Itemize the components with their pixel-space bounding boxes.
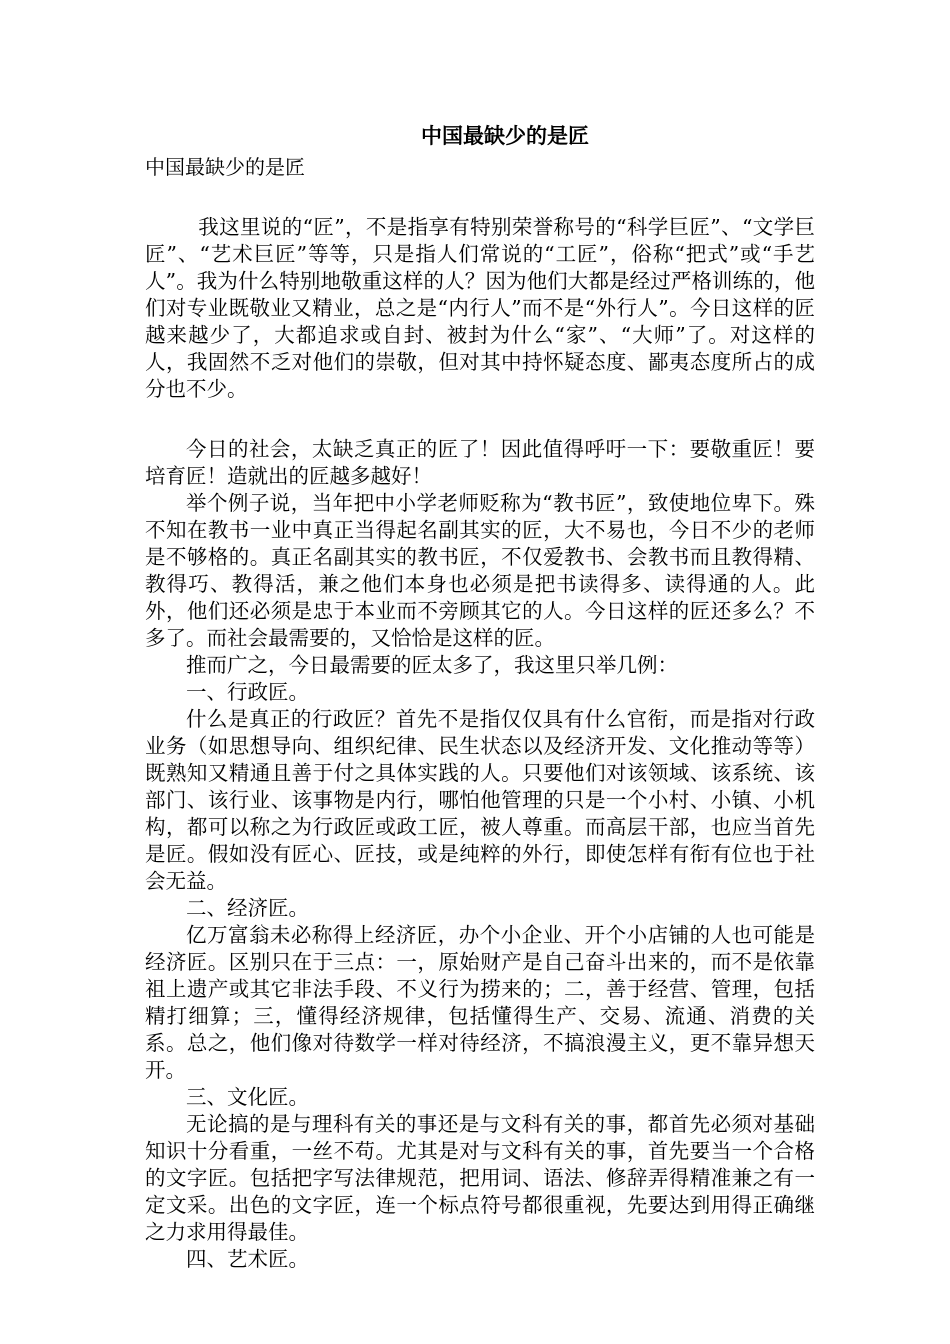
paragraph-intro: 我这里说的“匠”，不是指享有特别荣誉称号的“科学巨匠”、“文学巨匠”、“艺术巨匠”等等，只是指人们常说的“工匠”，俗称“把式”或“手艺人”。我为什么特别地敬重这样的人？因为他们大都是经过严格训练的，他们对专业既敬业又精业，总之是“内行人”而不是“外行人”。今日这样的匠越来越少了，大都追求或自封、被封为什么“家”、“大师”了。对这样的人，我固然不乏对他们的崇敬，但对其中持怀疑态度、鄙夷态度所占的成分也不少。 (145, 215, 815, 401)
document-title: 中国最缺少的是匠 (421, 123, 589, 148)
paragraph-gap (145, 403, 815, 430)
section-heading-economy: 二、经济匠。 (186, 896, 309, 920)
document-page (145, 120, 815, 1273)
paragraph-teacher-example: 举个例子说，当年把中小学老师贬称为“教书匠”，致使地位卑下。殊不知在教书一业中真正当得起名副其实的匠，大不易也，今日不少的老师是不够格的。真正名副其实的教书匠，不仅爱教书、会教书而且教得精、教得巧、教得活，兼之他们本身也必须是把书读得多、读得通的人。此外，他们还必须是忠于本业而不旁顾其它的人。今日这样的匠还多么？不多了。而社会最需要的，又恰恰是这样的匠。 (145, 491, 815, 650)
paragraph-administration: 什么是真正的行政匠？首先不是指仅仅具有什么官衔，而是指对行政业务（如思想导向、组织纪律、民生状态以及经济开发、文化推动等等）既熟知又精通且善于付之具体实践的人。只要他们对该领域、该系统、该部门、该行业、该事物是内行，哪怕他管理的只是一个小村、小镇、小机构，都可以称之为行政匠或政工匠，被人尊重。而高层干部，也应当首先是匠。假如没有匠心、匠技，或是纯粹的外行，即使怎样有衔有位也于社会无益。 (145, 707, 815, 893)
section-heading-culture: 三、文化匠。 (186, 1085, 309, 1109)
paragraph-call: 今日的社会，太缺乏真正的匠了！因此值得呼吁一下：要敬重匠！要培育匠！造就出的匠越多越好！ (145, 437, 815, 488)
paragraph-culture: 无论搞的是与理科有关的事还是与文科有关的事，都首先必须对基础知识十分看重，一丝不苟。尤其是对与文科有关的事，首先要当一个合格的文字匠。包括把字写法律规范，把用词、语法、修辞弄得精准兼之有一定文采。出色的文字匠，连一个标点符号都很重视，先要达到用得正确继之力求用得最佳。 (145, 1112, 815, 1244)
paragraph-transition: 推而广之，今日最需要的匠太多了，我这里只举几例： (186, 653, 678, 677)
paragraph-economy: 亿万富翁未必称得上经济匠，办个小企业、开个小店铺的人也可能是经济匠。区别只在于三点：一，原始财产是自己奋斗出来的，而不是依靠祖上遗产或其它非法手段、不义行为捞来的；二，善于经营、管理，包括精打细算；三，懂得经济规律，包括懂得生产、交易、流通、消费的关系。总之，他们像对待数学一样对待经济，不搞浪漫主义，更不靠异想天开。 (145, 923, 815, 1082)
document-subtitle: 中国最缺少的是匠 (145, 155, 305, 179)
section-heading-art: 四、艺术匠。 (186, 1247, 309, 1271)
section-heading-administration: 一、行政匠。 (186, 680, 309, 704)
